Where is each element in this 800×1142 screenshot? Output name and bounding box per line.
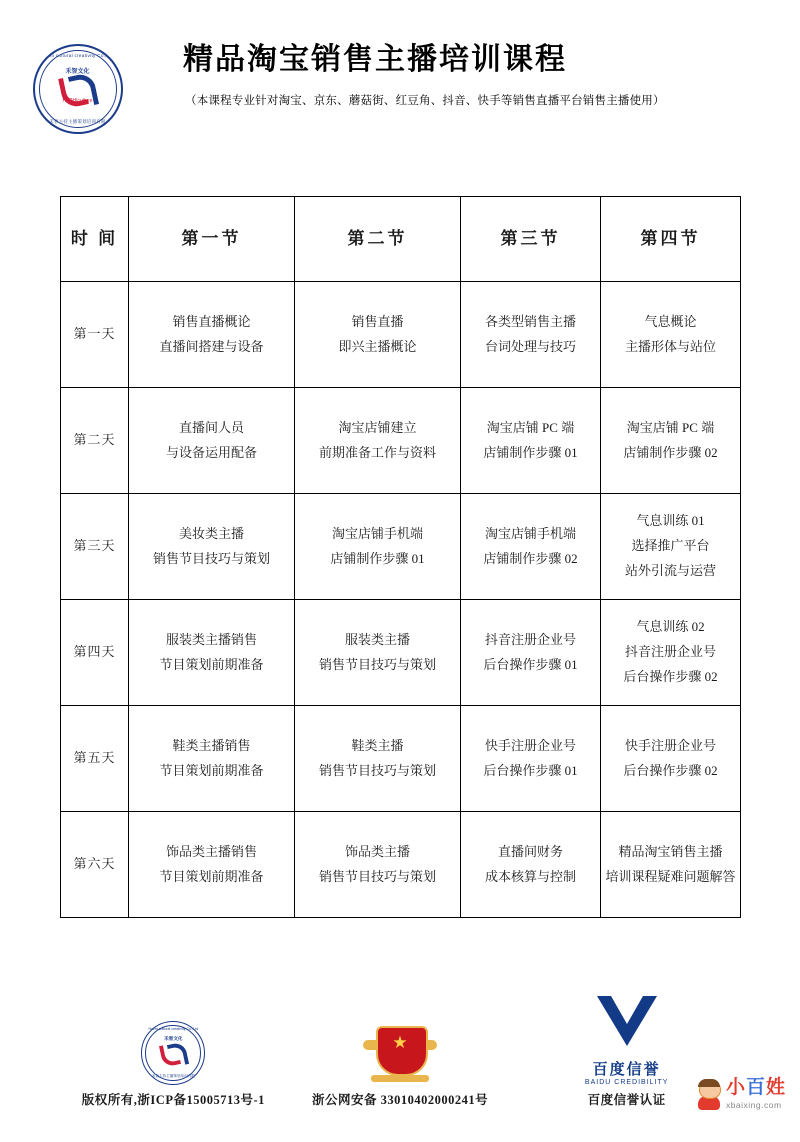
course-cell-line: 快手注册企业号 <box>624 737 716 753</box>
course-cell <box>295 812 461 918</box>
mascot-icon <box>696 1080 722 1110</box>
course-cell-line: 淘宝店铺手机端 <box>484 525 576 541</box>
course-cell-line: 气息训练 02 <box>636 619 705 635</box>
seal-sm-cn-main: 禾智文化 <box>164 1036 183 1041</box>
table-row <box>61 600 741 706</box>
day-label-cell: 第二天 <box>61 388 129 494</box>
schedule-table-body <box>61 282 741 918</box>
badge-police <box>287 1020 514 1108</box>
page-title: 精品淘宝销售主播培训课程 <box>183 43 567 76</box>
day-label-cell: 第六天 <box>61 812 129 918</box>
course-cell-line: 销售节目技巧与策划 <box>318 762 436 778</box>
course-cell <box>129 600 295 706</box>
document-footer <box>0 990 800 1118</box>
course-cell-line: 直播间人员 <box>178 419 244 435</box>
course-cell-line: 培训课程疑难问题解答 <box>605 868 736 884</box>
course-cell <box>461 600 601 706</box>
course-cell <box>295 282 461 388</box>
course-cell-line: 气息概论 <box>644 313 697 329</box>
course-cell <box>295 706 461 812</box>
course-cell-line: 销售节目技巧与策划 <box>318 656 436 672</box>
column-header-period4: 第四节 <box>601 197 741 282</box>
baidu-brand-cn: 百度信誉 <box>592 1062 661 1078</box>
course-cell-line: 各类型销售主播 <box>484 313 576 329</box>
page-subtitle: （本课程专业针对淘宝、京东、蘑菇街、红豆角、抖音、快手等销售直播平台销售主播使用） <box>185 95 665 107</box>
badge-icp <box>60 1020 287 1108</box>
course-cell-line: 鞋类主播销售 <box>172 737 251 753</box>
course-cell <box>129 812 295 918</box>
course-cell-line: 饰品类主播 <box>344 843 410 859</box>
course-cell <box>601 494 741 600</box>
baidu-brand-en: BAIDU CREDIBILITY <box>584 1079 669 1086</box>
course-cell-line: 服装类主播销售 <box>165 631 257 647</box>
table-header-row <box>61 197 741 282</box>
course-cell <box>601 282 741 388</box>
course-cell <box>295 388 461 494</box>
badge-police-mark <box>287 1020 514 1086</box>
course-cell <box>461 812 601 918</box>
watermark-cn-1: 小 <box>725 1077 746 1098</box>
course-cell-line: 节目策划前期准备 <box>159 762 264 778</box>
course-cell-line: 直播间财务 <box>497 843 563 859</box>
course-cell-line: 主播形体与站位 <box>624 338 716 354</box>
course-cell-line: 美妆类主播 <box>178 525 244 541</box>
course-cell-line: 店铺制作步骤 02 <box>623 444 718 460</box>
course-cell-line: 节目策划前期准备 <box>159 656 264 672</box>
table-row <box>61 282 741 388</box>
course-cell-line: 店铺制作步骤 02 <box>483 550 578 566</box>
table-row <box>61 388 741 494</box>
title-block <box>155 42 800 108</box>
hezhi-culture-seal-small-icon <box>141 1021 205 1085</box>
course-cell <box>601 388 741 494</box>
course-cell-line: 店铺制作步骤 01 <box>483 444 578 460</box>
course-cell <box>461 282 601 388</box>
course-cell <box>129 282 295 388</box>
seal-cn-main: 禾智文化 <box>65 69 90 75</box>
course-cell-line: 销售节目技巧与策划 <box>152 550 270 566</box>
course-cell-line: 后台操作步骤 01 <box>483 762 578 778</box>
watermark-url: xbaixing.com <box>725 1100 782 1110</box>
course-cell-line: 淘宝店铺手机端 <box>331 525 423 541</box>
course-cell <box>601 706 741 812</box>
schedule-table-wrap <box>60 196 740 918</box>
watermark-text <box>726 1078 786 1110</box>
course-cell-line: 抖音注册企业号 <box>624 644 716 660</box>
course-cell <box>461 388 601 494</box>
course-cell <box>601 812 741 918</box>
badge-baidu-mark <box>513 990 740 1056</box>
watermark-cn-3: 姓 <box>765 1077 786 1098</box>
course-cell <box>461 706 601 812</box>
table-row <box>61 812 741 918</box>
badge-icp-mark <box>60 1020 287 1086</box>
course-cell <box>129 388 295 494</box>
table-row <box>61 706 741 812</box>
course-cell-line: 淘宝店铺建立 <box>338 419 417 435</box>
watermark-cn-2: 百 <box>745 1077 766 1098</box>
seal-sm-bottom-text: 禾智主持主播策划培训有限 <box>151 1074 195 1078</box>
course-cell-line: 服装类主播 <box>344 631 410 647</box>
course-cell-line: 站外引流与运营 <box>624 562 716 578</box>
course-cell <box>601 600 741 706</box>
course-cell-line: 饰品类主播销售 <box>165 843 257 859</box>
course-cell-line: 选择推广平台 <box>631 538 710 554</box>
course-cell-line: 成本核算与控制 <box>484 868 576 884</box>
column-header-period3: 第三节 <box>461 197 601 282</box>
seal-en-main: HEZHIculture <box>62 98 93 104</box>
table-row <box>61 494 741 600</box>
course-cell-line: 直播间搭建与设备 <box>159 338 264 354</box>
baidu-certification-text: 百度信誉认证 <box>587 1093 666 1107</box>
course-cell-line: 店铺制作步骤 01 <box>330 550 425 566</box>
police-filing-text: 浙公网安备 33010402000241号 <box>311 1093 489 1107</box>
site-watermark <box>696 1078 786 1110</box>
seal-bottom-text: 禾智主持主播策划培训有限 <box>49 119 106 124</box>
course-cell-line: 快手注册企业号 <box>484 737 576 753</box>
course-cell-line: 销售节目技巧与策划 <box>318 868 436 884</box>
course-cell-line: 节目策划前期准备 <box>159 868 264 884</box>
course-cell <box>295 494 461 600</box>
watermark-cn <box>726 1078 786 1097</box>
course-cell-line: 抖音注册企业号 <box>484 631 576 647</box>
course-cell-line: 销售直播 <box>351 313 404 329</box>
icp-license-text: 版权所有,浙ICP备15005713号-1 <box>81 1093 265 1107</box>
column-header-period2: 第二节 <box>295 197 461 282</box>
column-header-period1: 第一节 <box>129 197 295 282</box>
document-header <box>0 0 800 154</box>
course-cell-line: 即兴主播概论 <box>338 338 417 354</box>
course-cell-line: 精品淘宝销售主播 <box>618 843 723 859</box>
course-cell <box>461 494 601 600</box>
seal-top-text: Hezhi cultural creativity Co.,Ltd <box>40 53 115 58</box>
seal-sm-top-text: Hezhi cultural creativity Co.,Ltd <box>148 1027 199 1031</box>
police-emblem-icon: ★ <box>363 1022 437 1084</box>
course-cell-line: 后台操作步骤 02 <box>623 762 718 778</box>
course-schedule-table <box>60 196 741 918</box>
day-label-cell: 第三天 <box>61 494 129 600</box>
course-cell-line: 台词处理与技巧 <box>484 338 576 354</box>
course-cell-line: 淘宝店铺 PC 端 <box>626 419 715 435</box>
course-cell-line: 后台操作步骤 02 <box>623 668 718 684</box>
course-cell-line: 气息训练 01 <box>636 513 705 529</box>
course-cell-line: 与设备运用配备 <box>165 444 257 460</box>
course-cell <box>295 600 461 706</box>
hezhi-culture-seal-icon <box>33 44 123 134</box>
course-cell-line: 鞋类主播 <box>351 737 404 753</box>
course-cell <box>129 494 295 600</box>
header-logo-wrap <box>0 42 155 134</box>
day-label-cell: 第一天 <box>61 282 129 388</box>
course-cell-line: 后台操作步骤 01 <box>483 656 578 672</box>
baidu-credibility-v-icon <box>588 994 666 1052</box>
footer-badges <box>0 990 800 1108</box>
day-label-cell: 第四天 <box>61 600 129 706</box>
course-cell-line: 销售直播概论 <box>172 313 251 329</box>
course-cell <box>129 706 295 812</box>
column-header-time: 时 间 <box>61 197 129 282</box>
course-cell-line: 前期准备工作与资料 <box>318 444 436 460</box>
day-label-cell: 第五天 <box>61 706 129 812</box>
course-cell-line: 淘宝店铺 PC 端 <box>486 419 575 435</box>
